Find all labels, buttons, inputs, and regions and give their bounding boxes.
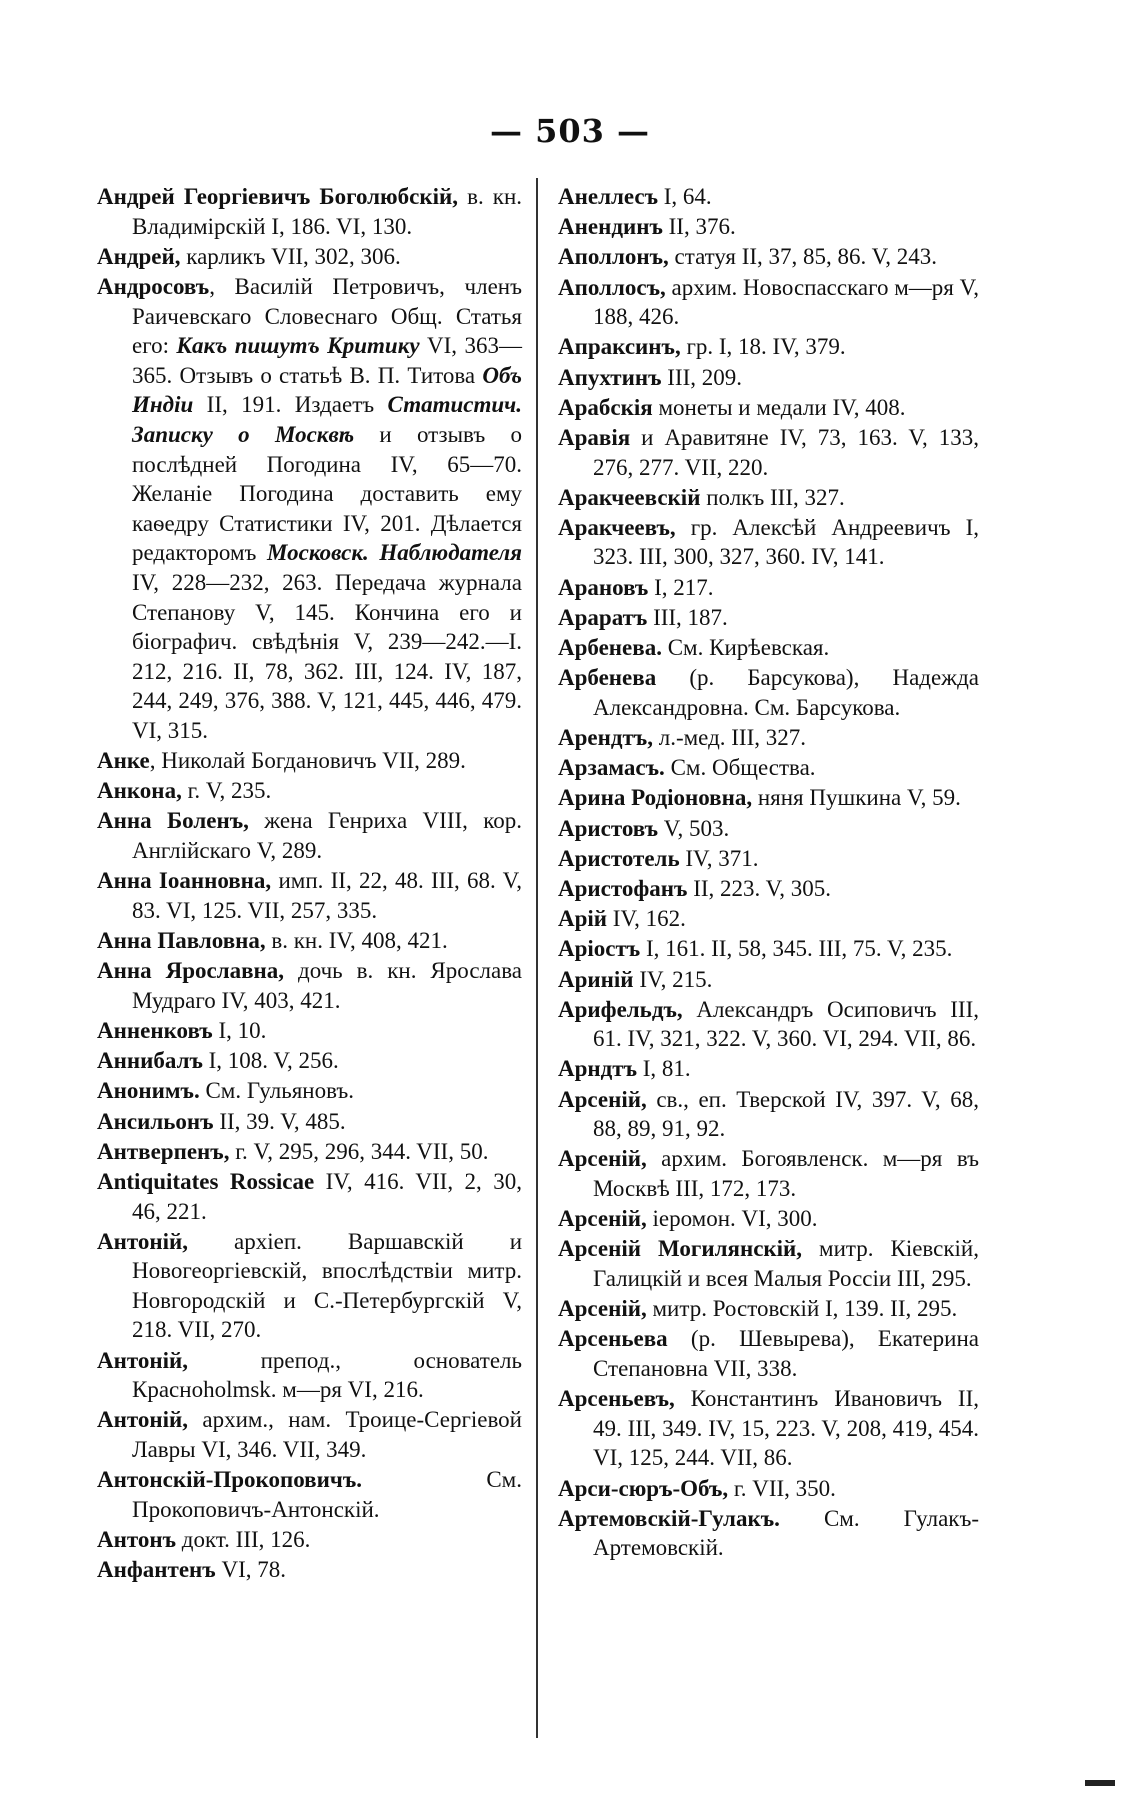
- entry-heading: Аристовъ: [558, 815, 659, 841]
- entry-references: препод., основатель Красноholmsk. м—ря VI, 216.: [132, 1347, 522, 1403]
- entry-heading: Антоній,: [97, 1407, 189, 1433]
- entry-heading: Анна Павловна,: [97, 928, 266, 953]
- entry-references: См. Прокоповичъ-Антонскій.: [132, 1467, 522, 1522]
- entry-references: I, 64.: [658, 184, 712, 209]
- entry-references: в. кн. IV, 408, 421.: [265, 928, 448, 953]
- index-entry: [558, 844, 979, 874]
- index-entry: [558, 393, 979, 423]
- entry-references: III, 209.: [661, 364, 742, 390]
- entry-references: в. кн. Владимірскій I, 186. VI, 130.: [132, 184, 522, 239]
- entry-heading: Арабскія: [558, 394, 653, 420]
- index-entry: [97, 1405, 522, 1464]
- entry-references: IV, 228—232, 263. Передача журнала Степанову V, 145. Кончина его и біографич. свѣдѣнія V, 239—242.—I. 212, 216. II, 78, 362. III, 124. IV, 187, 244, 249, 376, 388. V, 121, 445, 446, 479. VI, 315.: [132, 569, 522, 743]
- entry-heading: Апраксинъ,: [558, 334, 681, 360]
- entry-references: дочь в. кн. Ярослава Мудраго IV, 403, 421.: [132, 958, 522, 1013]
- entry-references: (р. Шевырева), Екатерина Степановна VII, 338.: [593, 1326, 979, 1381]
- index-entry: [558, 1474, 979, 1504]
- index-entry: [97, 926, 522, 956]
- entry-heading: Андрей,: [97, 243, 181, 269]
- entry-heading: Аравія: [558, 424, 631, 450]
- index-entry: [97, 1076, 522, 1106]
- entry-references: митр. Кіевскій, Галицкій и всея Малыя Россіи III, 295.: [593, 1236, 979, 1291]
- entry-heading: Артемовскій-Гулакъ.: [558, 1505, 780, 1531]
- entry-heading: Арсеній,: [558, 1086, 647, 1112]
- entry-references: Константинъ Ивановичъ II, 49. III, 349. IV, 15, 223. V, 208, 419, 454. VI, 125, 244. VII, 86.: [593, 1386, 979, 1471]
- entry-heading: Аристотель: [558, 845, 680, 871]
- entry-heading: Апухтинъ: [558, 364, 662, 390]
- entry-heading: Арсеній,: [558, 1146, 647, 1172]
- index-entry: [558, 1384, 979, 1473]
- index-entry: [558, 182, 979, 212]
- entry-references: VI, 78.: [215, 1557, 286, 1583]
- entry-references: гр. Алексѣй Андреевичъ I, 323. III, 300, 327, 360. IV, 141.: [593, 514, 979, 570]
- entry-references: г. V, 235.: [181, 778, 272, 804]
- entry-heading: Андрей Георгіевичъ Боголюбскій,: [97, 184, 458, 209]
- entry-heading: Арсеньевъ,: [558, 1386, 675, 1412]
- work-title: Какъ пишутъ Критику: [176, 333, 420, 359]
- index-entry: [558, 1054, 979, 1084]
- entry-heading: Ансильонъ: [97, 1108, 214, 1134]
- column-divider: [536, 178, 538, 1738]
- entry-heading: Антверпенъ,: [97, 1138, 230, 1164]
- entry-references: См. Общества.: [664, 755, 816, 781]
- entry-heading: Аристофанъ: [558, 875, 688, 901]
- entry-references: няня Пушкина V, 59.: [752, 785, 961, 811]
- index-entry: [558, 1204, 979, 1234]
- right-column: [558, 182, 979, 1564]
- index-entry: [97, 1465, 522, 1524]
- entry-heading: Арифельдъ,: [558, 996, 683, 1022]
- entry-references: митр. Ростовскій I, 139. II, 295.: [646, 1296, 958, 1322]
- entry-heading: Анфантенъ: [97, 1557, 216, 1583]
- entry-heading: Арбенева.: [558, 635, 662, 661]
- index-entry: [558, 1144, 979, 1203]
- entry-references: I, 10.: [212, 1017, 267, 1043]
- entry-heading: Антоній,: [97, 1228, 189, 1254]
- index-entry: [558, 1085, 979, 1144]
- index-entry: [558, 573, 979, 603]
- entry-heading: Анна Іоанновна,: [97, 868, 272, 894]
- entry-heading: Арндтъ: [558, 1056, 637, 1082]
- index-entry: [558, 753, 979, 783]
- entry-heading: Арендтъ,: [558, 725, 653, 750]
- index-entry: [558, 332, 979, 362]
- index-entry: [558, 874, 979, 904]
- entry-heading: Аполлосъ,: [558, 274, 666, 300]
- entry-references: полкъ III, 327.: [700, 484, 845, 510]
- left-column: [97, 182, 522, 1585]
- entry-heading: Антоній,: [97, 1347, 189, 1373]
- page-number: — 503 —: [489, 112, 651, 150]
- entry-heading: Анеллесъ: [558, 184, 658, 209]
- entry-references: IV, 371.: [679, 845, 759, 871]
- index-entry: [97, 1137, 522, 1167]
- entry-references: архіеп. Варшавскій и Новогеоргіевскій, впослѣдствіи митр. Новгородскій и С.-Петербургскій V, 218. VII, 270.: [132, 1228, 522, 1343]
- entry-references: III, 187.: [647, 604, 728, 630]
- entry-heading: Анкона,: [97, 778, 182, 804]
- entry-references: архим. Богоявленск. м—ря въ Москвѣ III, 172, 173.: [593, 1146, 979, 1202]
- entry-references: См. Кирѣевская.: [661, 635, 830, 661]
- entry-references: IV, 162.: [607, 906, 686, 932]
- entry-references: статуя II, 37, 85, 86. V, 243.: [668, 244, 937, 270]
- entry-references: , Николай Богдановичъ VII, 289.: [149, 748, 466, 774]
- work-title: Объ Индіи: [132, 362, 522, 418]
- entry-references: л.-мед. III, 327.: [652, 725, 806, 750]
- entry-references: IV, 215.: [633, 966, 713, 992]
- entry-references: г. VII, 350.: [728, 1475, 836, 1501]
- index-entry: [97, 746, 522, 776]
- index-entry: [558, 783, 979, 813]
- entry-references: II, 191. Издаетъ: [193, 392, 388, 418]
- index-entry: [97, 1016, 522, 1046]
- entry-references: См. Гульяновъ.: [199, 1078, 355, 1104]
- index-entry: [97, 866, 522, 925]
- entry-references: архим. Новоспасскаго м—ря V, 188, 426.: [593, 274, 980, 330]
- entry-heading: Аракчеевъ,: [558, 514, 676, 540]
- index-entry: [97, 776, 522, 806]
- entry-references: гр. I, 18. IV, 379.: [680, 334, 846, 360]
- index-entry: [558, 723, 979, 753]
- index-entry: [558, 904, 979, 934]
- index-entry: [558, 995, 979, 1054]
- entry-heading: Арановъ: [558, 574, 649, 600]
- index-entry: [558, 934, 979, 964]
- work-title: Московск. Наблюдателя: [267, 540, 522, 566]
- entry-heading: Анке: [97, 748, 150, 774]
- entry-references: (р. Барсукова), Надежда Александровна. См. Барсукова.: [593, 665, 979, 720]
- entry-heading: Андросовъ: [97, 273, 210, 299]
- index-entry: [97, 272, 522, 746]
- index-entry: [558, 273, 979, 332]
- entry-heading: Аннибалъ: [97, 1048, 203, 1074]
- index-entry: [97, 1346, 522, 1405]
- entry-references: I, 217.: [648, 574, 714, 600]
- entry-heading: Арсеній,: [558, 1206, 647, 1232]
- index-entry: [558, 1294, 979, 1324]
- index-entry: [558, 603, 979, 633]
- entry-references: VI, 363—365. Отзывъ о статьѣ В. П. Титова: [132, 333, 522, 388]
- entry-heading: Арзамасъ.: [558, 755, 665, 781]
- entry-references: I, 81.: [637, 1056, 691, 1082]
- entry-references: I, 108. V, 256.: [202, 1048, 339, 1074]
- entry-heading: Арсеній Могилянскій,: [558, 1236, 803, 1262]
- entry-references: , Василій Петровичъ, членъ Раичевскаго Словеснаго Общ. Статья его:: [132, 273, 522, 359]
- index-entry: [558, 965, 979, 995]
- entry-heading: Арсеній,: [558, 1296, 647, 1322]
- entry-heading: Анна Ярославна,: [97, 958, 285, 984]
- entry-heading: Антонъ: [97, 1527, 177, 1552]
- index-entry: [97, 182, 522, 241]
- entry-references: См. Гулакъ-Артемовскій.: [593, 1505, 979, 1561]
- index-entry: [97, 1555, 522, 1585]
- entry-references: и отзывъ о послѣдней Погодина IV, 65—70. Желаніе Погодина доставить ему каѳедру Статистики IV, 201. Дѣлается редакторомъ: [132, 421, 522, 566]
- entry-references: св., еп. Тверской IV, 397. V, 68, 88, 89, 91, 92.: [593, 1086, 979, 1142]
- index-entry: [97, 806, 522, 865]
- entry-references: монеты и медали IV, 408.: [652, 394, 906, 420]
- entry-heading: Арина Родіоновна,: [558, 785, 753, 811]
- entry-references: Александръ Осиповичъ III, 61. IV, 321, 322. V, 360. VI, 294. VII, 86.: [593, 996, 979, 1052]
- index-entry: [558, 1324, 979, 1383]
- entry-heading: Анонимъ.: [97, 1078, 200, 1104]
- entry-references: карликъ VII, 302, 306.: [180, 243, 401, 269]
- entry-references: г. V, 295, 296, 344. VII, 50.: [229, 1138, 489, 1164]
- index-entry: [97, 1227, 522, 1345]
- entry-heading: Аракчеевскій: [558, 484, 701, 510]
- entry-references: II, 39. V, 485.: [213, 1108, 346, 1134]
- entry-heading: Арбенева: [558, 665, 657, 691]
- entry-heading: Аполлонъ,: [558, 244, 669, 270]
- index-entry: [558, 242, 979, 272]
- entry-heading: Анна Боленъ,: [97, 808, 249, 834]
- entry-references: II, 376.: [662, 214, 736, 240]
- entry-heading: Ариній: [558, 966, 634, 992]
- entry-references: II, 223. V, 305.: [687, 875, 831, 901]
- entry-heading: Арій: [558, 906, 608, 932]
- entry-references: I, 161. II, 58, 345. III, 75. V, 235.: [640, 936, 953, 962]
- entry-heading: Анендинъ: [558, 214, 663, 240]
- entry-references: жена Генриха VIII, кор. Англійскаго V, 289.: [132, 808, 523, 864]
- footer-mark: [1085, 1780, 1115, 1786]
- index-entry: [558, 633, 979, 663]
- index-entry: [558, 663, 979, 722]
- index-entry: [558, 483, 979, 513]
- entry-references: имп. II, 22, 48. III, 68. V, 83. VI, 125. VII, 257, 335.: [132, 868, 522, 923]
- entry-heading: Арси-сюръ-Объ,: [558, 1475, 729, 1501]
- work-title: Статистич. Записку о Москвѣ: [132, 392, 522, 447]
- index-entry: [97, 1167, 522, 1226]
- entry-heading: Antiquitates Rossicae: [97, 1168, 315, 1194]
- entry-heading: Антонскій-Прокоповичъ.: [97, 1467, 362, 1493]
- entry-references: V, 503.: [658, 815, 730, 841]
- index-entry: [558, 513, 979, 572]
- entry-heading: Арсеньева: [558, 1326, 668, 1352]
- entry-heading: Аріостъ: [558, 936, 641, 962]
- entry-references: архим., нам. Троице-Сергіевой Лавры VI, 346. VII, 349.: [132, 1407, 522, 1463]
- index-entry: [558, 1234, 979, 1293]
- index-entry: [558, 212, 979, 242]
- index-entry: [97, 956, 522, 1015]
- entry-references: докт. III, 126.: [176, 1527, 311, 1552]
- index-entry: [97, 242, 522, 272]
- entry-heading: Араратъ: [558, 604, 648, 630]
- index-entry: [97, 1107, 522, 1137]
- entry-references: іеромон. VI, 300.: [646, 1206, 818, 1232]
- entry-heading: Анненковъ: [97, 1017, 213, 1043]
- index-entry: [558, 1504, 979, 1563]
- entry-references: и Аравитяне IV, 73, 163. V, 133, 276, 277. VII, 220.: [593, 424, 979, 480]
- index-entry: [558, 363, 979, 393]
- index-entry: [97, 1046, 522, 1076]
- index-entry: [97, 1525, 522, 1555]
- index-entry: [558, 814, 979, 844]
- entry-references: IV, 416. VII, 2, 30, 46, 221.: [132, 1168, 522, 1224]
- index-entry: [558, 423, 979, 482]
